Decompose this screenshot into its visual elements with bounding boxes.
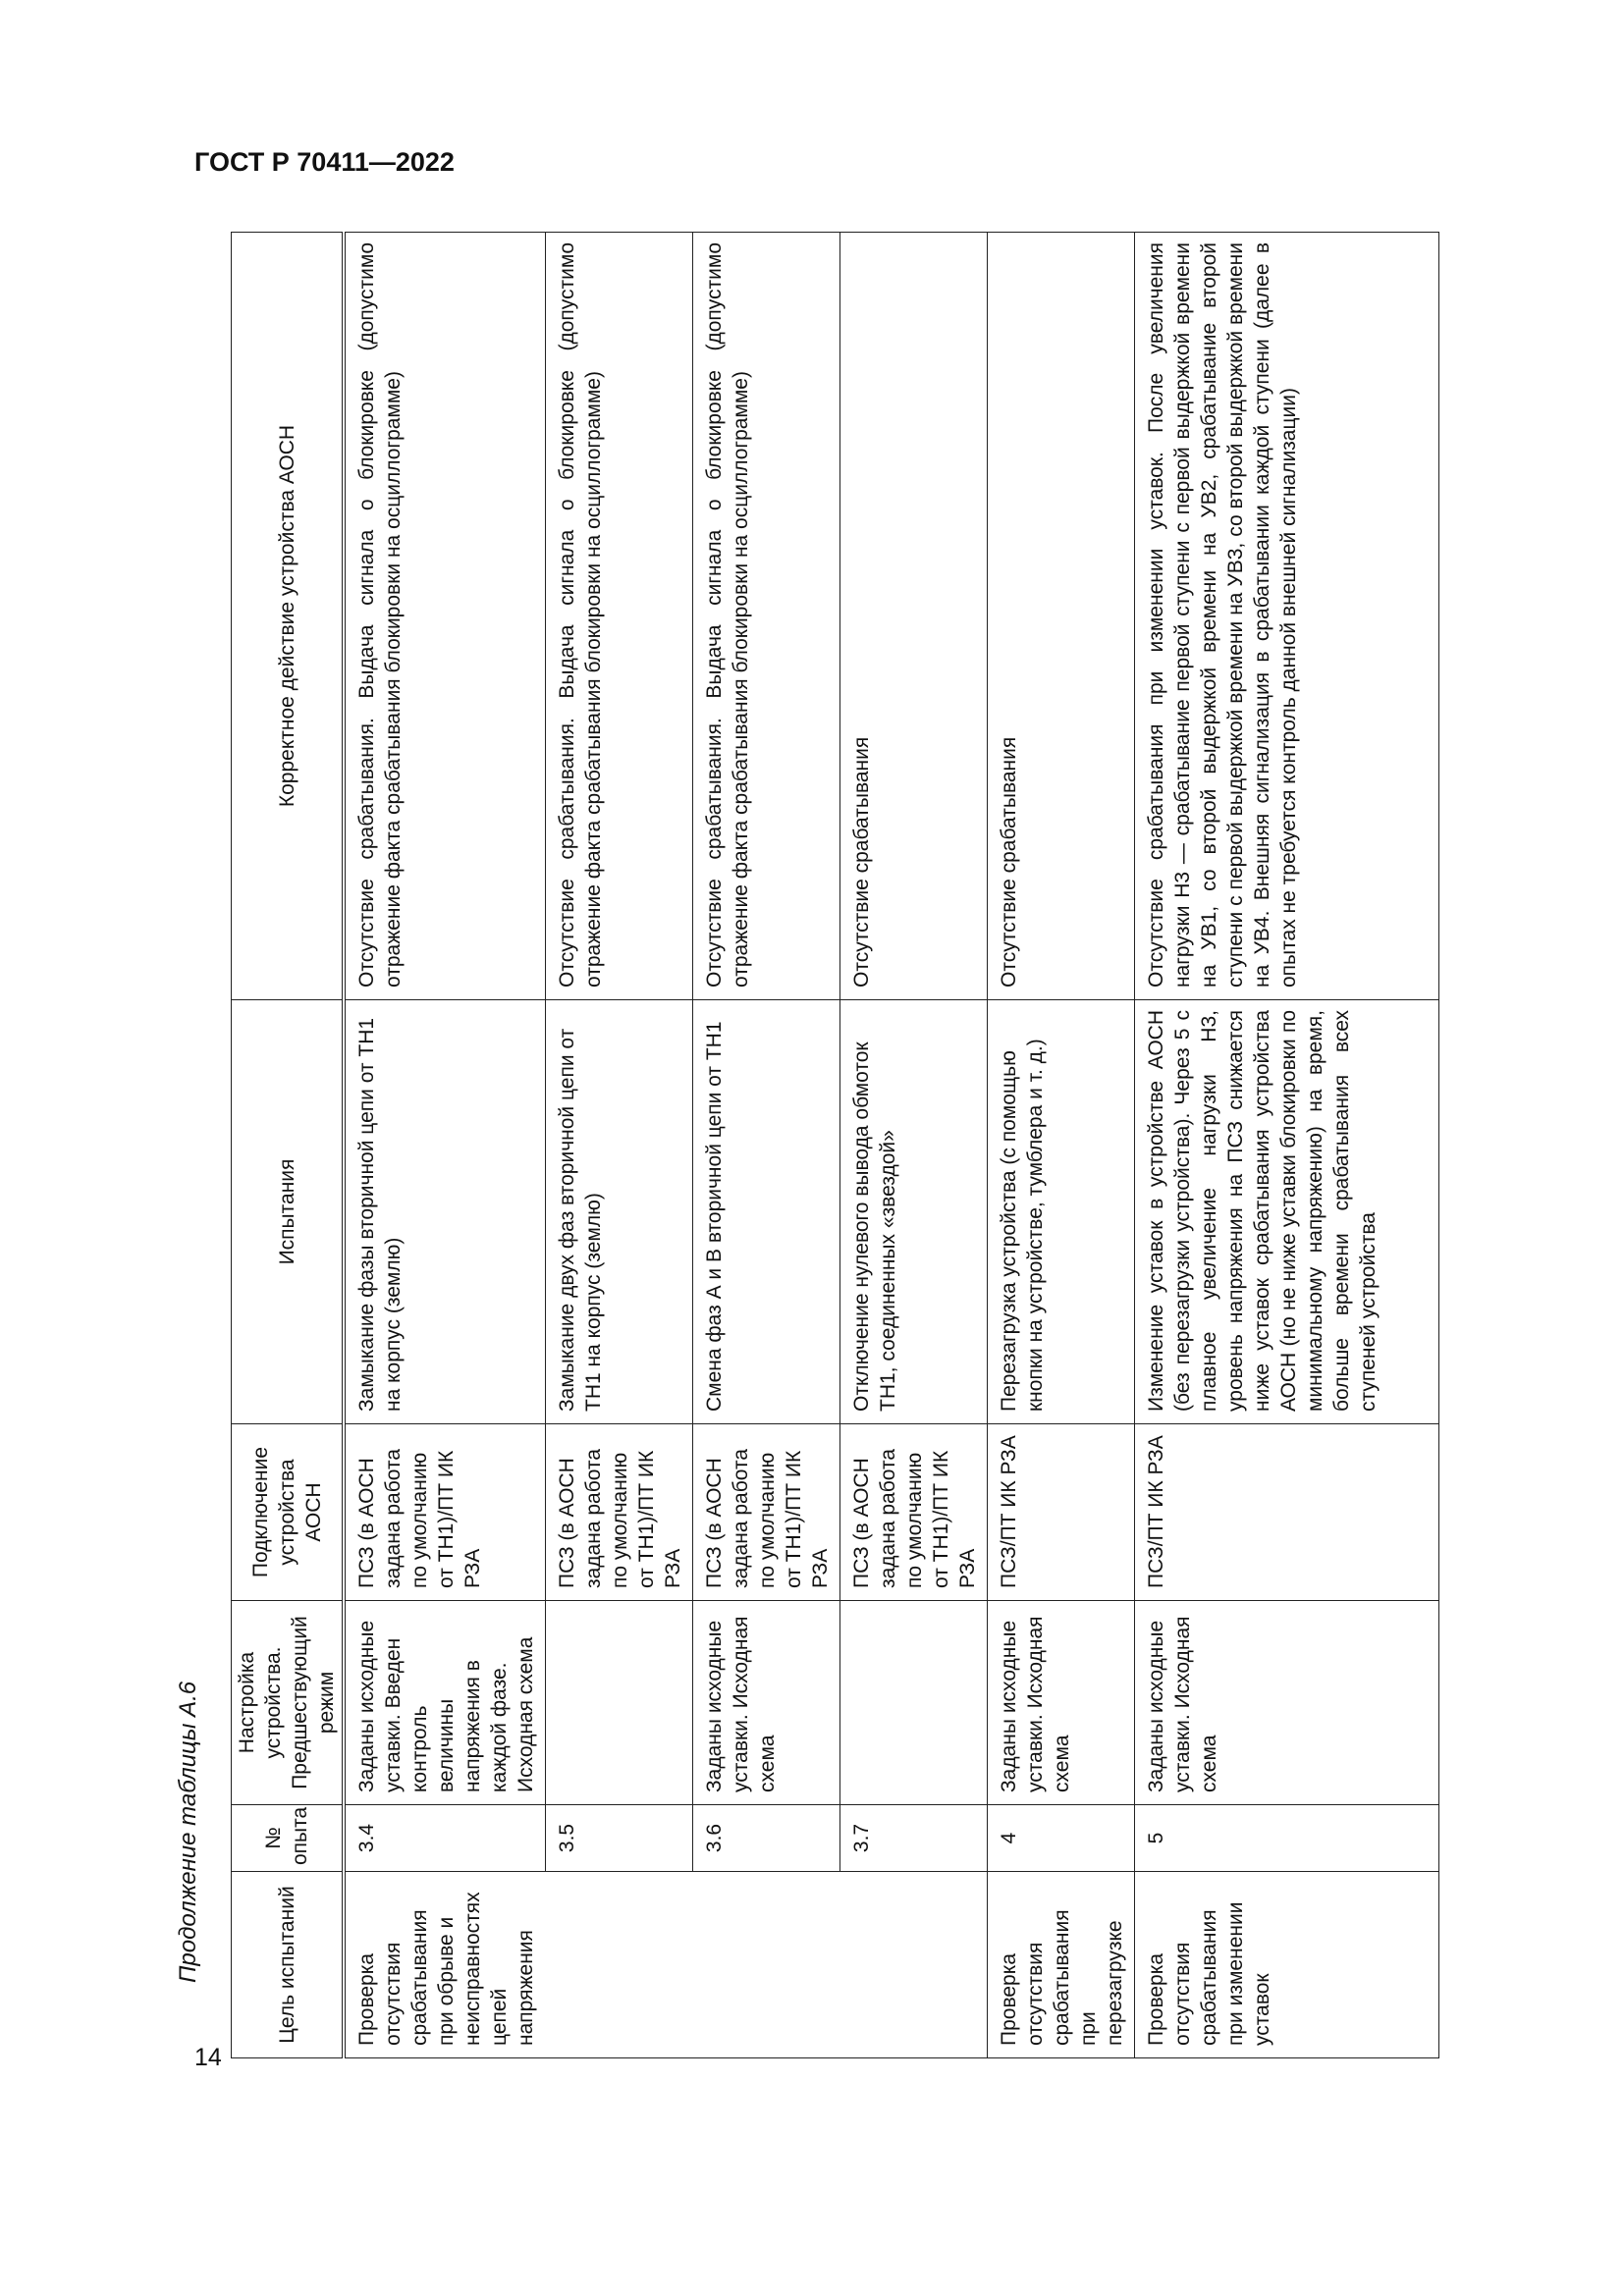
cell-test: Отключение нулевого вывода обмоток ТН1, соединенных «звездой» xyxy=(840,1000,988,1424)
cell-action: Отсутствие срабатывания при изменении уставок. После увеличения нагрузки Н3 — срабатывание первой ступени с первой выдержкой времени на УВ1, со второй выдержкой времени на УВ2, срабатывание второй ступени с первой выдержкой времени на УВ3, со второй выдержкой времени на УВ4. Внешняя сигнализация в срабатывании каждой ступени (далее в опытах не требуется контроль данной внешней сигнализации) xyxy=(1135,233,1439,1000)
cell-num: 3.5 xyxy=(546,1805,693,1872)
cell-action: Отсутствие срабатывания xyxy=(988,233,1135,1000)
cell-setting: Заданы исходные уставки. Исходная схема xyxy=(988,1601,1135,1805)
table-row xyxy=(693,233,840,2058)
col-header-connection: Подключение устройства АОСН xyxy=(232,1424,345,1601)
cell-setting: Заданы исходные уставки. Введен контроль величины напряжения в каждой фазе. Исходная схема xyxy=(344,1601,546,1805)
cell-setting xyxy=(546,1601,693,1805)
cell-num: 3.4 xyxy=(344,1805,546,1872)
cell-test: Перезагрузка устройства (с помощью кнопки на устройстве, тумблера и т. д.) xyxy=(988,1000,1135,1424)
cell-connection: ПСЗ (в АОСН задана работа по умолчанию от ТН1)/ПТ ИК РЗА xyxy=(344,1424,546,1601)
cell-num: 3.7 xyxy=(840,1805,988,1872)
document-code: ГОСТ Р 70411—2022 xyxy=(194,147,455,177)
table-rotation-frame xyxy=(231,233,1380,2058)
cell-num: 5 xyxy=(1135,1805,1439,1872)
cell-test: Смена фаз А и В вторичной цепи от ТН1 xyxy=(693,1000,840,1424)
col-header-setting: Настройка устройства. Предшествующий режим xyxy=(232,1601,345,1805)
table-row xyxy=(344,233,546,2058)
page-number: 14 xyxy=(194,2044,222,2071)
col-header-num: № опыта xyxy=(232,1805,345,1872)
cell-test: Замыкание фазы вторичной цепи от ТН1 на корпус (землю) xyxy=(344,1000,546,1424)
cell-setting: Заданы исходные уставки. Исходная схема xyxy=(1135,1601,1439,1805)
table-row xyxy=(840,233,988,2058)
cell-action: Отсутствие срабатывания xyxy=(840,233,988,1000)
test-table xyxy=(231,232,1439,2058)
rotated-table-container xyxy=(231,233,1380,2058)
cell-action: Отсутствие срабатывания. Выдача сигнала о блокировке (допустимо отражение факта срабатывания блокировки на осциллограмме) xyxy=(693,233,840,1000)
cell-action: Отсутствие срабатывания. Выдача сигнала о блокировке (допустимо отражение факта срабатывания блокировки на осциллограмме) xyxy=(344,233,546,1000)
table-row xyxy=(1135,233,1439,2058)
table-caption: Продолжение таблицы А.6 xyxy=(175,1681,201,1983)
cell-action: Отсутствие срабатывания. Выдача сигнала о блокировке (допустимо отражение факта срабатывания блокировки на осциллограмме) xyxy=(546,233,693,1000)
table-row xyxy=(546,233,693,2058)
col-header-action: Корректное действие устройства АОСН xyxy=(232,233,345,1000)
col-header-test: Испытания xyxy=(232,1000,345,1424)
cell-goal: Проверка отсутствия срабатывания при перезагрузке xyxy=(988,1872,1135,2058)
cell-test: Изменение уставок в устройстве АОСН (без перезагрузки устройства). Через 5 с плавное увеличение нагрузки Н3, уровень напряжения на ПСЗ снижается ниже уставок срабатывания устройства АОСН (но не ниже уставки блокировки по минимальному напряжению) на время, больше времени срабатывания всех ступеней устройства xyxy=(1135,1000,1439,1424)
cell-connection: ПСЗ (в АОСН задана работа по умолчанию от ТН1)/ПТ ИК РЗА xyxy=(693,1424,840,1601)
cell-num: 3.6 xyxy=(693,1805,840,1872)
cell-goal: Проверка отсутствия срабатывания при обрыве и неисправностях цепей напряжения xyxy=(344,1872,988,2058)
col-header-goal: Цель испытаний xyxy=(232,1872,345,2058)
cell-connection: ПСЗ/ПТ ИК РЗА xyxy=(1135,1424,1439,1601)
table-row xyxy=(988,233,1135,2058)
table-header-row xyxy=(232,233,345,2058)
cell-goal: Проверка отсутствия срабатывания при изменении уставок xyxy=(1135,1872,1439,2058)
cell-setting: Заданы исходные уставки. Исходная схема xyxy=(693,1601,840,1805)
cell-test: Замыкание двух фаз вторичной цепи от ТН1 на корпус (землю) xyxy=(546,1000,693,1424)
cell-connection: ПСЗ (в АОСН задана работа по умолчанию от ТН1)/ПТ ИК РЗА xyxy=(840,1424,988,1601)
cell-connection: ПСЗ (в АОСН задана работа по умолчанию от ТН1)/ПТ ИК РЗА xyxy=(546,1424,693,1601)
cell-connection: ПСЗ/ПТ ИК РЗА xyxy=(988,1424,1135,1601)
cell-setting xyxy=(840,1601,988,1805)
cell-num: 4 xyxy=(988,1805,1135,1872)
